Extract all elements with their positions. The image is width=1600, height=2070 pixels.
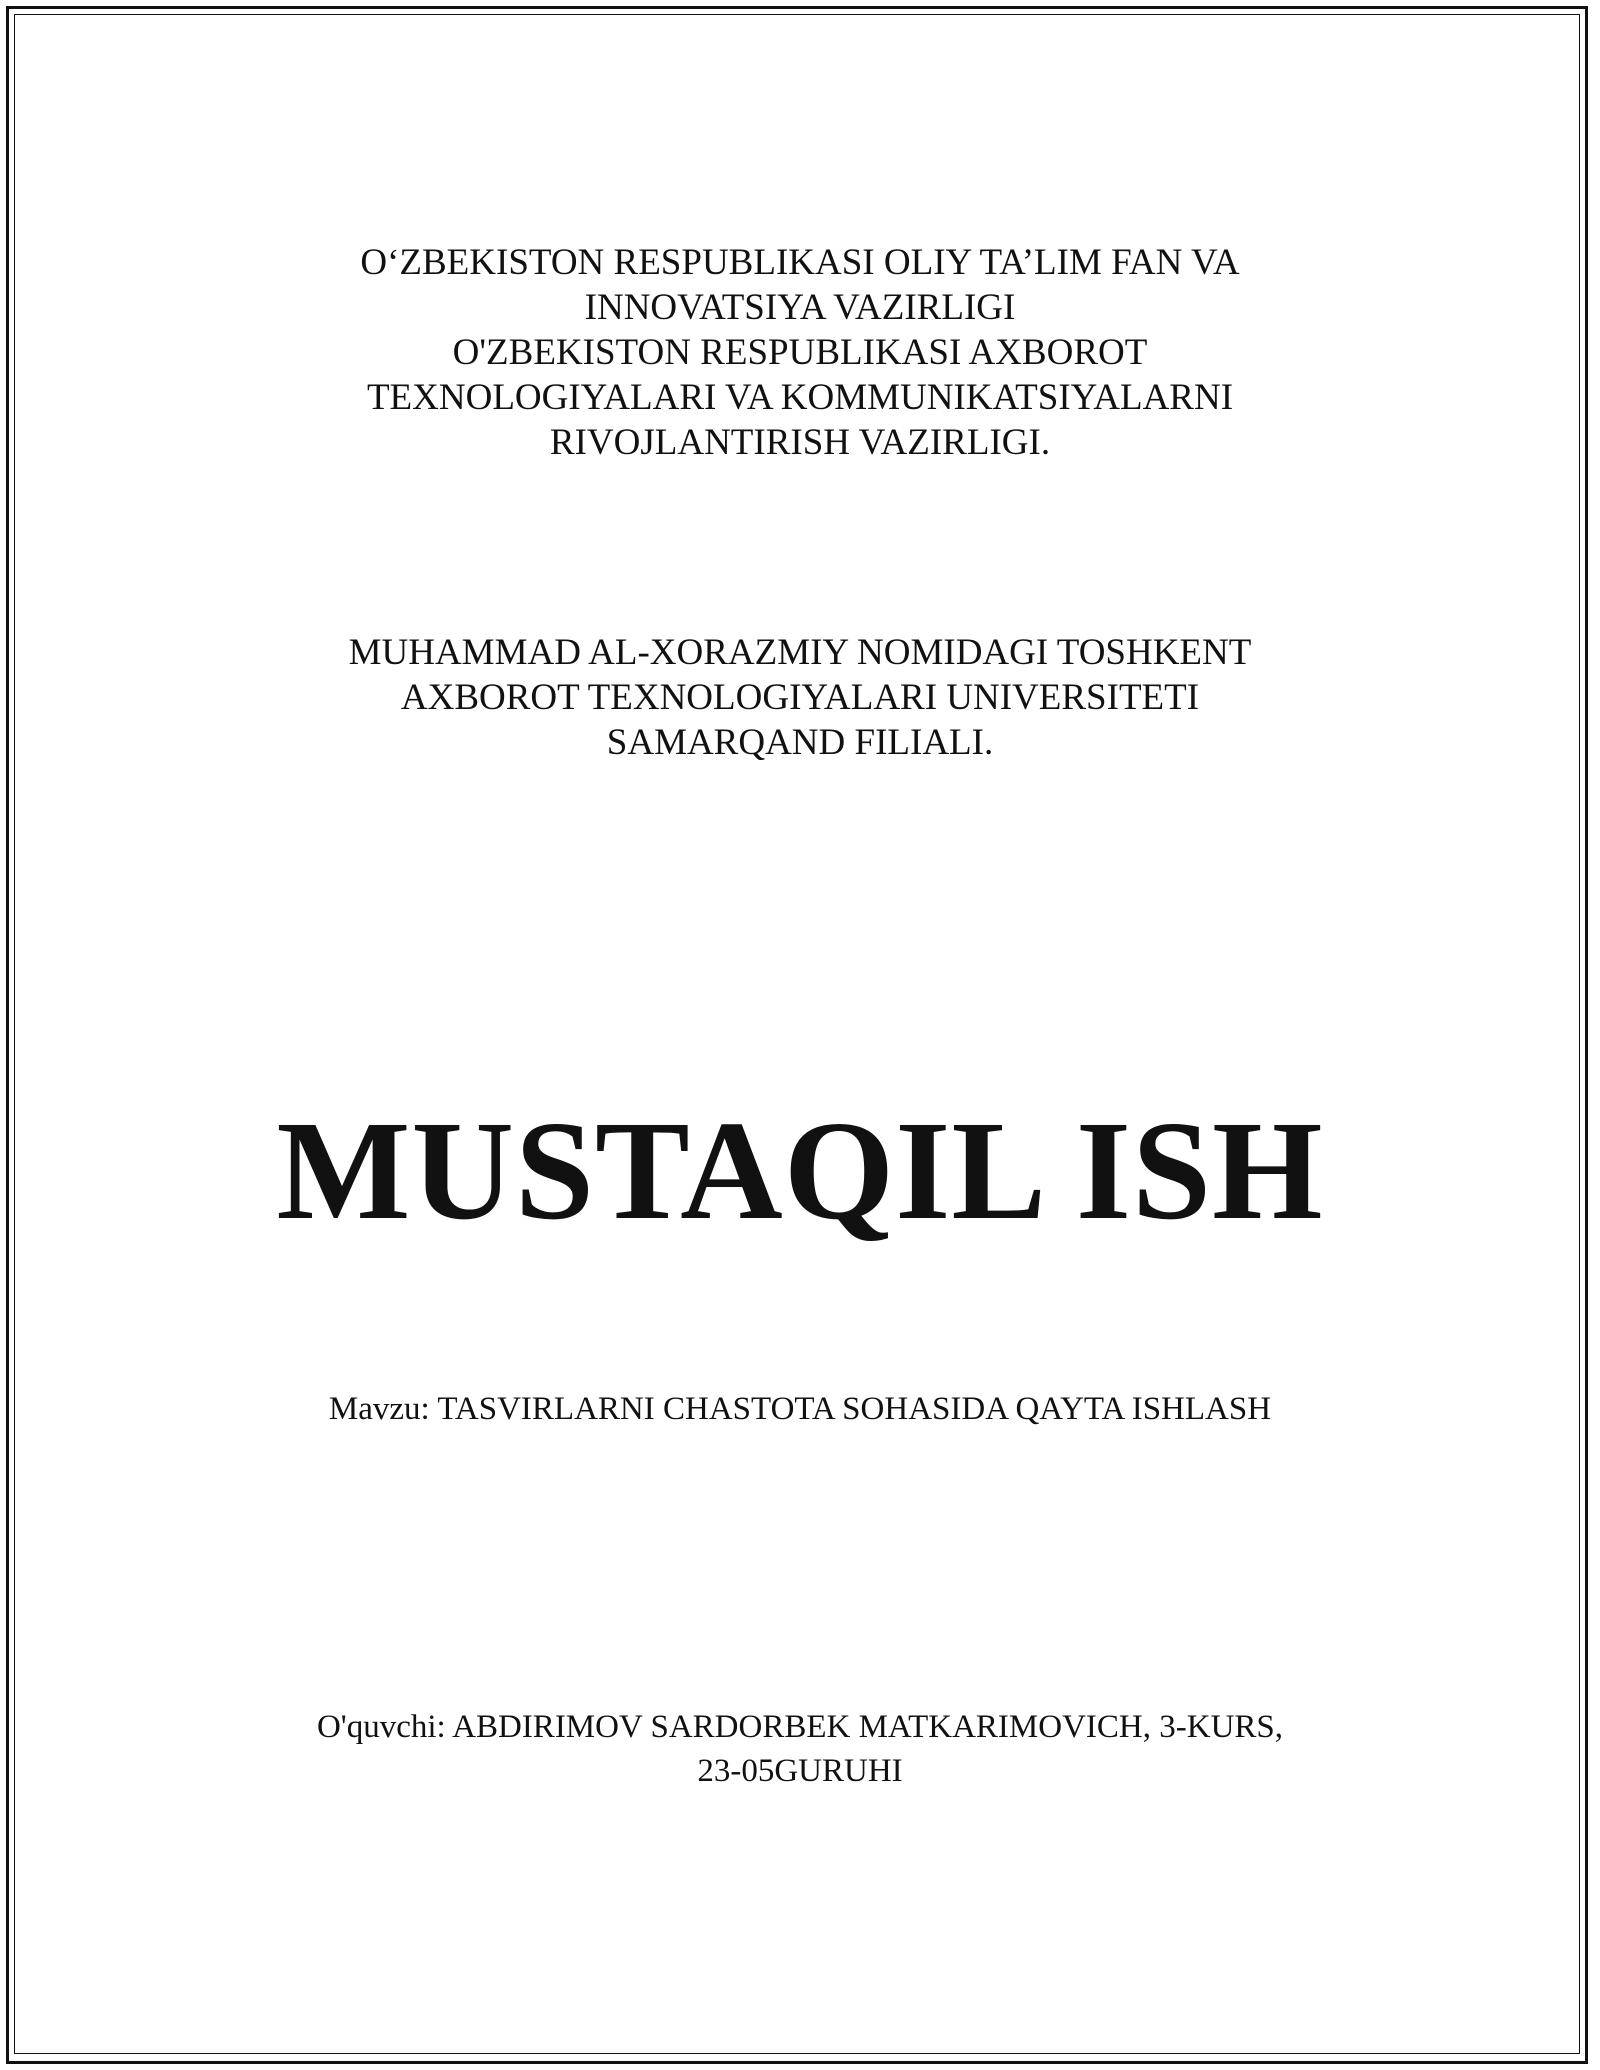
ministry-line: TEXNOLOGIYALARI VA KOMMUNIKATSIYALARNI	[366, 377, 1234, 418]
document-title: MUSTAQIL ISH	[276, 1091, 1324, 1249]
ministry-heading	[0, 240, 1600, 465]
university-heading	[0, 630, 1600, 765]
student-line: 23-05GURUHI	[697, 1753, 903, 1789]
topic-line: Mavzu: TASVIRLARNI CHASTOTA SOHASIDA QAYTA ISHLASH	[328, 1391, 1272, 1427]
university-line: SAMARQAND FILIALI.	[606, 722, 994, 763]
ministry-line: RIVOJLANTIRISH VAZIRLIGI.	[549, 422, 1051, 463]
student-info	[0, 1705, 1600, 1793]
student-line: O'quvchi: ABDIRIMOV SARDORBEK MATKARIMOVICH, 3-KURS,	[316, 1709, 1284, 1745]
university-line: AXBOROT TEXNOLOGIYALARI UNIVERSITETI	[400, 677, 1200, 718]
ministry-line: O'ZBEKISTON RESPUBLIKASI AXBOROT	[452, 332, 1148, 373]
ministry-line: INNOVATSIYA VAZIRLIGI	[584, 287, 1016, 328]
university-line: MUHAMMAD AL-XORAZMIY NOMIDAGI TOSHKENT	[348, 632, 1252, 673]
ministry-line: O‘ZBEKISTON RESPUBLIKASI OLIY TA’LIM FAN VA	[360, 242, 1240, 283]
